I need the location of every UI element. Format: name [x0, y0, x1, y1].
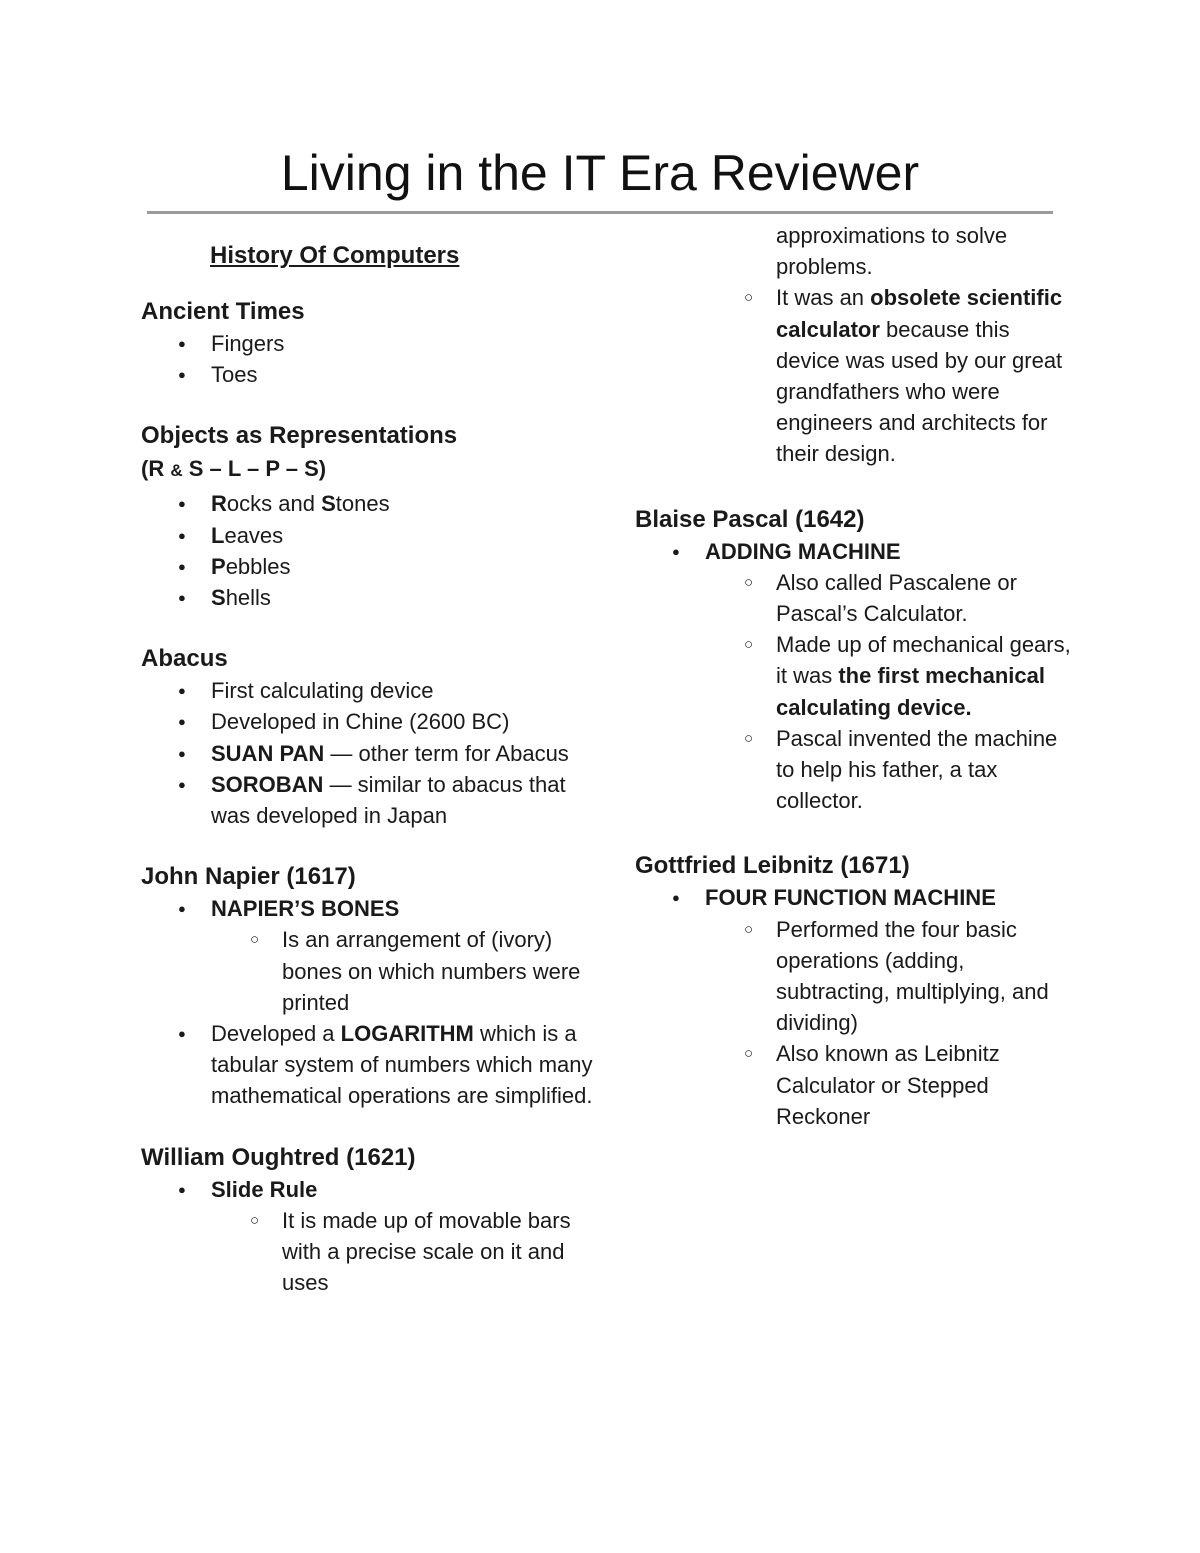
section-title: History Of Computers	[210, 242, 460, 269]
list-item: ● Fingers	[141, 328, 601, 359]
pascal-list	[635, 536, 1075, 817]
oughtred-list	[141, 1174, 601, 1299]
list-item: ● Shells	[141, 582, 601, 613]
title-divider	[147, 211, 1053, 214]
leibniz-list	[635, 882, 1075, 1132]
objects-list	[141, 488, 601, 613]
sub-list-item: ○ It was an obsolete scientific calculator because this device was used by our great grandfathers who were engineers and architects for their design.	[635, 282, 1075, 469]
objects-subheading: (R & S – L – P – S)	[141, 456, 327, 482]
oughtred-list-continued	[635, 282, 1075, 469]
heading-john-napier: John Napier (1617)	[141, 863, 356, 891]
right-column	[635, 220, 1075, 1132]
sub-list-item: ○ Made up of mechanical gears, it was the first mechanical calculating device.	[635, 629, 1075, 723]
page-title: Living in the IT Era Reviewer	[280, 145, 920, 201]
sub-list-item: ○ Also called Pascalene or Pascal’s Calculator.	[635, 567, 1075, 629]
list-item: ● Leaves	[141, 520, 601, 551]
list-item: ● FOUR FUNCTION MACHINE	[635, 882, 1075, 913]
heading-blaise-pascal: Blaise Pascal (1642)	[635, 505, 865, 533]
heading-objects: Objects as Representations	[141, 422, 458, 450]
abacus-list	[141, 675, 601, 831]
list-item: ● Developed in Chine (2600 BC)	[141, 706, 601, 737]
heading-ancient-times: Ancient Times	[141, 298, 305, 325]
list-item: ● Rocks and Stones	[141, 488, 601, 519]
sub-list-item: ○ Performed the four basic operations (adding, subtracting, multiplying, and dividing)	[635, 914, 1075, 1039]
list-item: ● SOROBAN — similar to abacus that was developed in Japan	[141, 769, 601, 831]
continued-text: approximations to solve problems.	[776, 223, 1008, 280]
list-item: ● Toes	[141, 359, 601, 390]
sub-list-item: ○ Also known as Leibnitz Calculator or Stepped Reckoner	[635, 1038, 1075, 1132]
left-column	[141, 240, 601, 1298]
list-item: ● First calculating device	[141, 675, 601, 706]
sub-list-item: ○ It is made up of movable bars with a precise scale on it and uses	[141, 1205, 601, 1299]
ancient-times-list	[141, 328, 601, 390]
list-item: ● Pebbles	[141, 551, 601, 582]
list-item: ● Developed a LOGARITHM which is a tabular system of numbers which many mathematical operations are simplified.	[141, 1018, 601, 1112]
list-item: ● NAPIER’S BONES	[141, 893, 601, 924]
heading-abacus: Abacus	[141, 645, 228, 673]
list-item: ● SUAN PAN — other term for Abacus	[141, 738, 601, 769]
sub-list-item: ○ Pascal invented the machine to help his father, a tax collector.	[635, 723, 1075, 817]
napier-list	[141, 893, 601, 1111]
heading-gottfried-leibnitz: Gottfried Leibnitz (1671)	[635, 852, 910, 880]
sub-list-item: ○ Is an arrangement of (ivory) bones on which numbers were printed	[141, 924, 601, 1018]
list-item: ● Slide Rule	[141, 1174, 601, 1205]
heading-william-oughtred: William Oughtred (1621)	[141, 1143, 416, 1171]
list-item: ● ADDING MACHINE	[635, 536, 1075, 567]
